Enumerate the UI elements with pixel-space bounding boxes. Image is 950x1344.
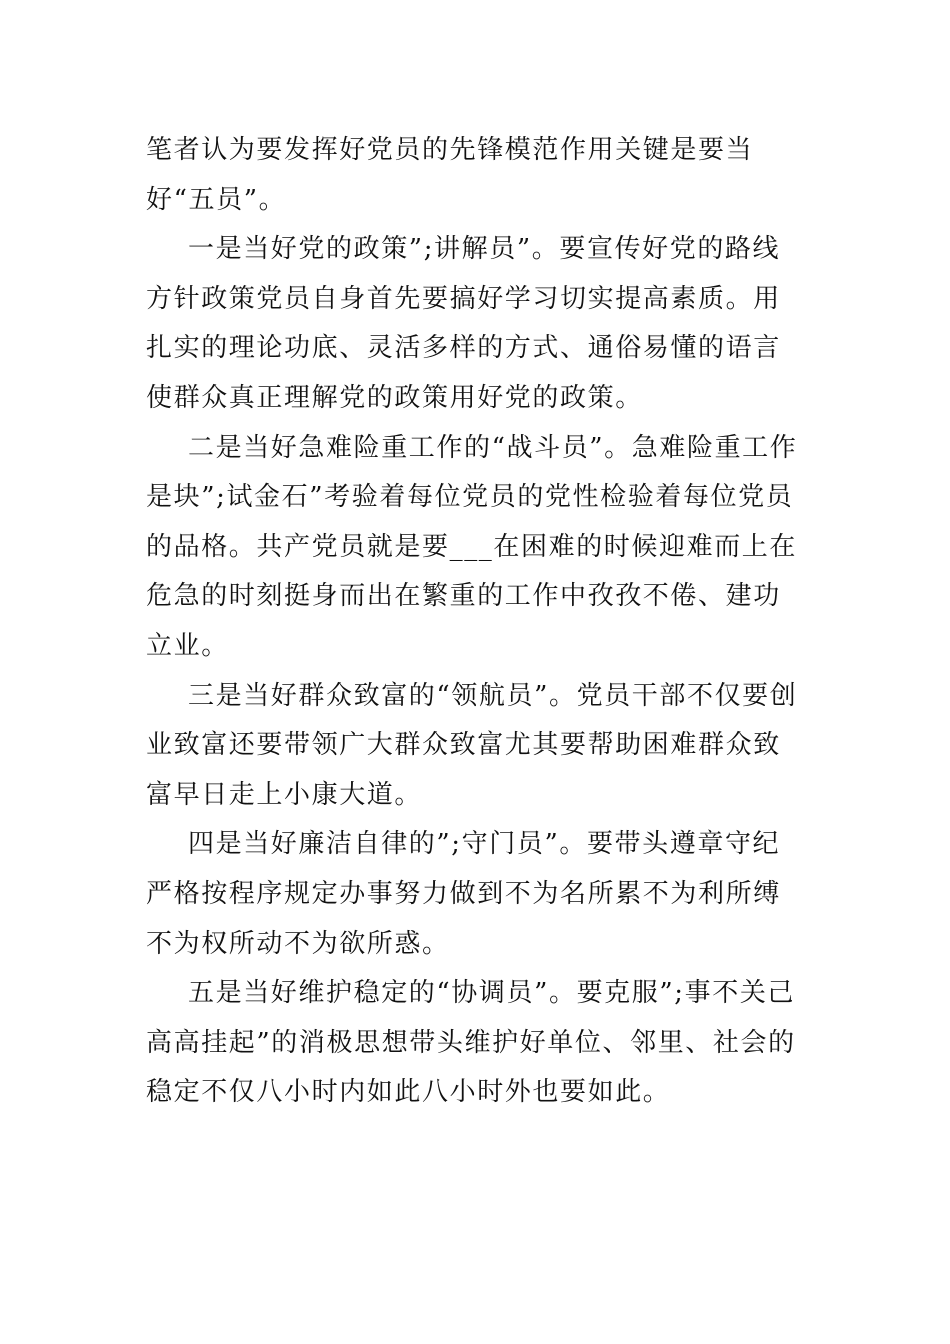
paragraph-intro: 笔者认为要发挥好党员的先锋模范作用关键是要当好“五员”。 <box>146 135 754 215</box>
paragraph-navigator: 三是当好群众致富的“领航员”。党员干部不仅要创业致富还要带领广大群众致富尤其要帮助困难群众致富早日走上小康大道。 <box>146 680 798 810</box>
document-page <box>146 126 806 1118</box>
paragraph-combatant: 二是当好急难险重工作的“战斗员”。急难险重工作是块”;试金石”考验着每位党员的党性检验着每位党员的品格。共产党员就是要___在困难的时候迎难而上在危急的时刻挺身而出在繁重的工作中孜孜不倦、建功立业。 <box>146 432 798 661</box>
paragraph-gatekeeper: 四是当好廉洁自律的”;守门员”。要带头遵章守纪严格按程序规定办事努力做到不为名所累不为利所缚不为权所动不为欲所惑。 <box>146 829 781 959</box>
paragraph-policy-explainer: 一是当好党的政策”;讲解员”。要宣传好党的路线方针政策党员自身首先要搞好学习切实提高素质。用扎实的理论功底、灵活多样的方式、通俗易懂的语言使群众真正理解党的政策用好党的政策。 <box>146 234 781 413</box>
paragraph-coordinator: 五是当好维护稳定的“协调员”。要克服”;事不关己高高挂起”的消极思想带头维护好单位、邻里、社会的稳定不仅八小时内如此八小时外也要如此。 <box>146 978 796 1108</box>
